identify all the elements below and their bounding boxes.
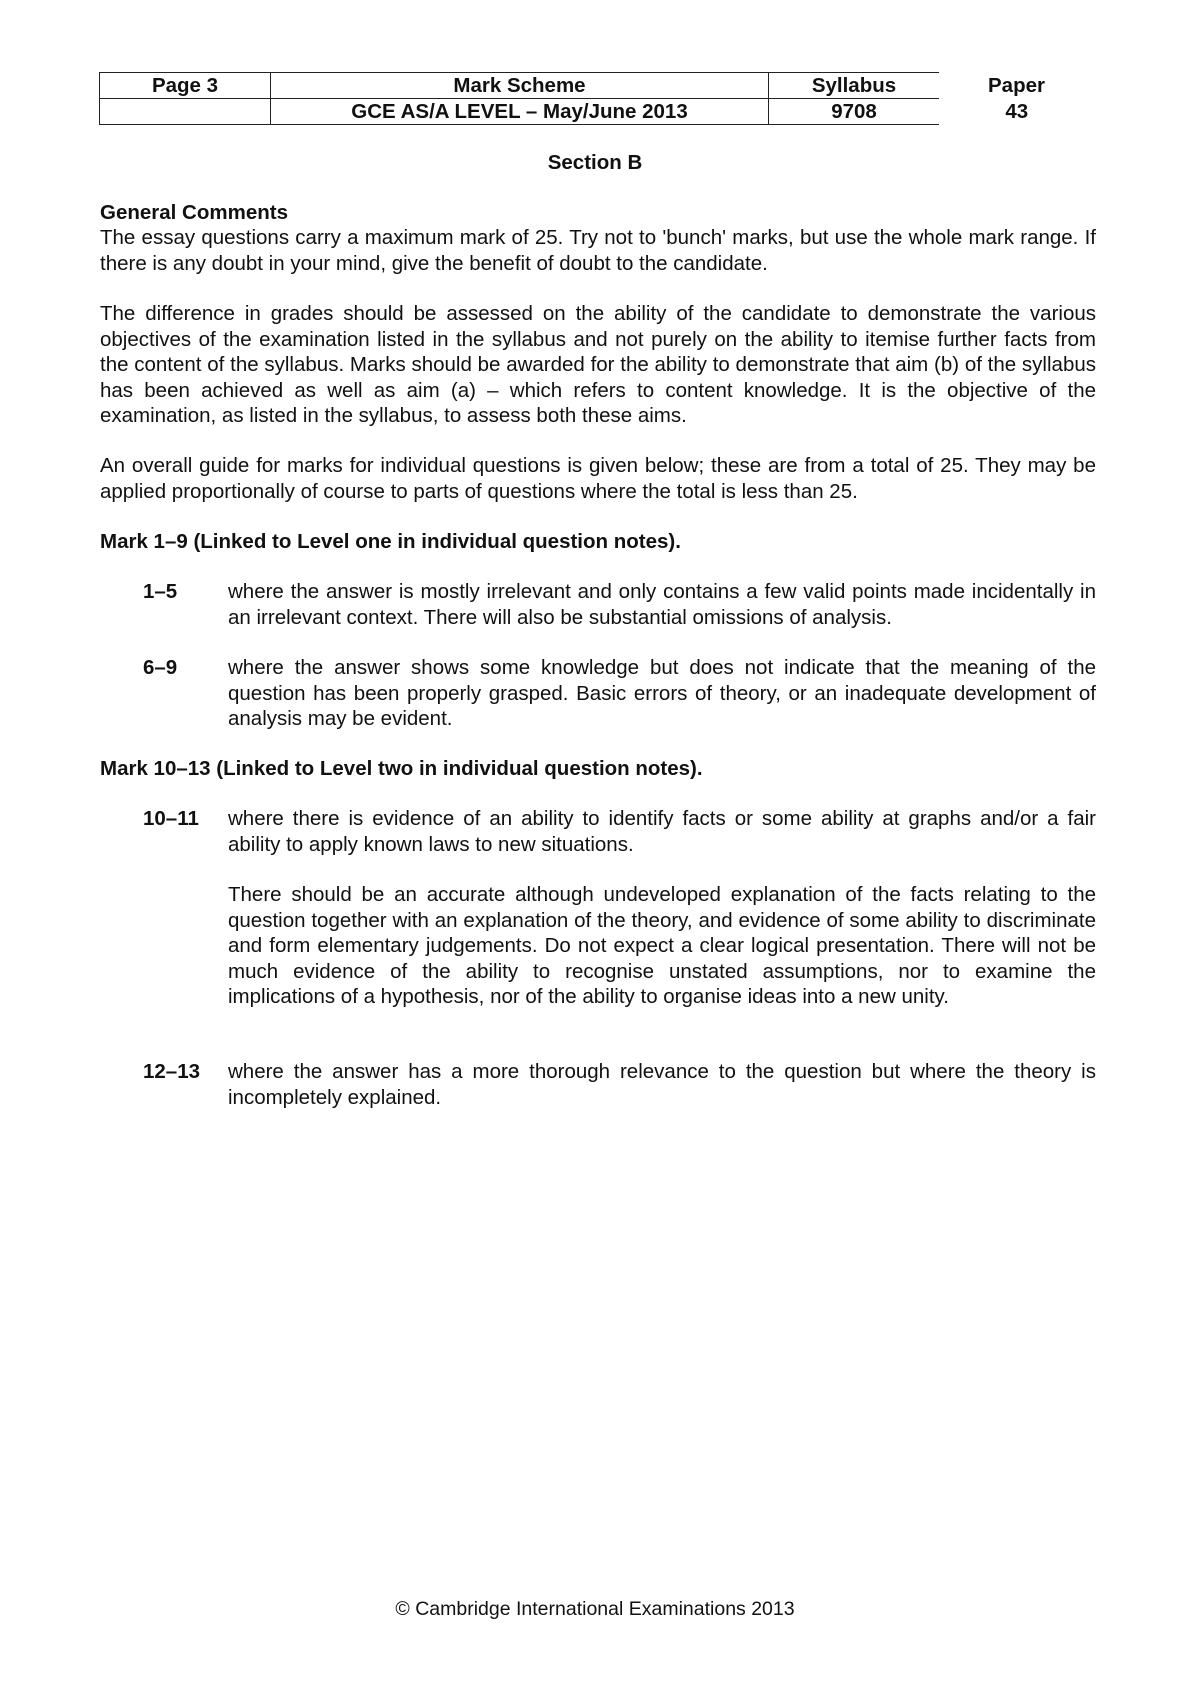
mark-band-2-heading: Mark 10–13 (Linked to Level two in individual question notes). xyxy=(100,757,703,780)
paper-label: Paper xyxy=(988,73,1045,97)
section-title: Section B xyxy=(547,151,643,174)
mark-band-1-heading: Mark 1–9 (Linked to Level one in individual question notes). xyxy=(100,530,681,553)
mark-item-10-11 xyxy=(143,806,1096,857)
mark-description: where the answer shows some knowledge but does not indicate that the meaning of the question has been properly grasped. Basic errors of theory, or an inadequate development of analysis may be evident. xyxy=(228,656,1096,730)
mark-description-continued: There should be an accurate although undeveloped explanation of the facts relating to the question together with an explanation of the theory, and evidence of some ability to discriminate and form elementary judgements. Do not expect a clear logical presentation. There will not be much evidence of the ability to recognise unstated assumptions, nor to examine the implications of a hypothesis, nor of the ability to organise ideas into a new unity. xyxy=(228,883,1096,1008)
mark-description: where the answer has a more thorough relevance to the question but where the theory is incompletely explained. xyxy=(228,1060,1096,1109)
mark-item-12-13 xyxy=(143,1059,1096,1110)
mark-description: where there is evidence of an ability to identify facts or some ability at graphs and/or a fair ability to apply known laws to new situations. xyxy=(228,807,1096,856)
page-label: Page 3 xyxy=(100,73,271,99)
mark-description: where the answer is mostly irrelevant and only contains a few valid points made incidentally in an irrelevant context. There will also be substantial omissions of analysis. xyxy=(228,580,1096,629)
general-comments-heading: General Comments xyxy=(100,201,288,224)
header-row-1 xyxy=(100,73,1095,99)
mark-range: 1–5 xyxy=(143,580,178,603)
header-table xyxy=(99,72,1095,125)
paper-number: 43 xyxy=(1005,99,1029,123)
mark-item-1-5 xyxy=(143,579,1096,630)
footer-copyright: © Cambridge International Examinations 2013 xyxy=(395,1598,795,1620)
header-row-2 xyxy=(100,99,1095,125)
general-comments-paragraph-2: The difference in grades should be assessed on the ability of the candidate to demonstrate the various objectives of the examination listed in the syllabus and not purely on the ability to itemise further facts from the content of the syllabus. Marks should be awarded for the ability to demonstrate that aim (b) of the syllabus has been achieved as well as aim (a) – which refers to content knowledge. It is the objective of the examination, as listed in the syllabus, to assess both these aims. xyxy=(100,302,1096,427)
mark-item-6-9 xyxy=(143,655,1096,732)
exam-title: GCE AS/A LEVEL – May/June 2013 xyxy=(271,99,769,125)
mark-scheme-label: Mark Scheme xyxy=(271,73,769,99)
general-comments-paragraph-3: An overall guide for marks for individual questions is given below; these are from a total of 25. They may be applied proportionally of course to parts of questions where the total is less than 25. xyxy=(100,454,1096,503)
syllabus-code: 9708 xyxy=(769,99,940,125)
general-comments-paragraph-1: The essay questions carry a maximum mark of 25. Try not to 'bunch' marks, but use the whole mark range. If there is any doubt in your mind, give the benefit of doubt to the candidate. xyxy=(100,226,1096,275)
mark-range: 6–9 xyxy=(143,656,178,679)
page-label-empty-cell xyxy=(100,99,271,125)
mark-range: 12–13 xyxy=(143,1060,201,1083)
syllabus-label: Syllabus xyxy=(769,73,940,99)
mark-range: 10–11 xyxy=(143,807,199,830)
mark-item-10-11-continuation xyxy=(143,882,1096,1010)
